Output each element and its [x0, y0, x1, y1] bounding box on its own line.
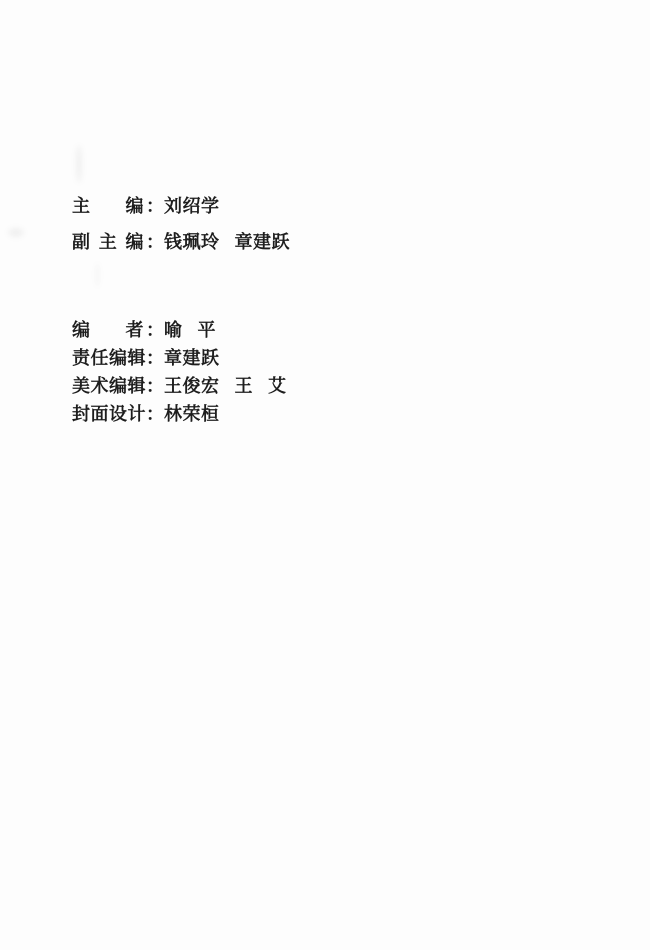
person-name: 喻 [164, 320, 183, 340]
person-name: 林荣桓 [164, 404, 220, 424]
person-name: 平 [197, 320, 216, 340]
colon-separator: ： [146, 196, 165, 216]
scan-smudge-artifact [95, 262, 100, 288]
credit-row-art-editor [72, 371, 287, 399]
credit-names [164, 228, 290, 254]
colon-separator: ： [146, 376, 165, 396]
credit-row-responsible-editor [72, 343, 287, 371]
credit-names [164, 344, 220, 370]
person-name: 艾 [268, 376, 287, 396]
person-name: 王俊宏 [164, 376, 220, 396]
scan-smudge-artifact [8, 228, 24, 237]
colon-separator: ： [146, 232, 165, 252]
editors-block [72, 187, 290, 259]
credit-names [164, 372, 287, 398]
person-name: 钱珮玲 [164, 232, 220, 252]
colon-separator: ： [146, 404, 165, 424]
credit-names [164, 400, 220, 426]
credit-row-cover-design [72, 399, 287, 427]
credit-names [164, 316, 216, 342]
credit-row-chief-editor [72, 187, 290, 223]
credit-role-label: 主编 [72, 196, 144, 216]
person-name: 刘绍学 [164, 196, 220, 216]
credit-role-label: 责任编辑 [72, 348, 146, 368]
credit-role-label: 美术编辑 [72, 376, 146, 396]
person-name: 章建跃 [164, 348, 220, 368]
credit-row-author [72, 315, 287, 343]
colon-separator: ： [146, 348, 165, 368]
credit-names [164, 192, 220, 218]
production-credits-block [72, 315, 287, 427]
colon-separator: ： [146, 320, 165, 340]
credit-role-label: 副主编 [72, 232, 144, 252]
credit-row-deputy-editor [72, 223, 290, 259]
credit-role-label: 封面设计 [72, 404, 146, 424]
credit-role-label: 编者 [72, 320, 144, 340]
scan-smudge-artifact [76, 145, 82, 183]
person-name: 王 [234, 376, 253, 396]
person-name: 章建跃 [234, 232, 290, 252]
